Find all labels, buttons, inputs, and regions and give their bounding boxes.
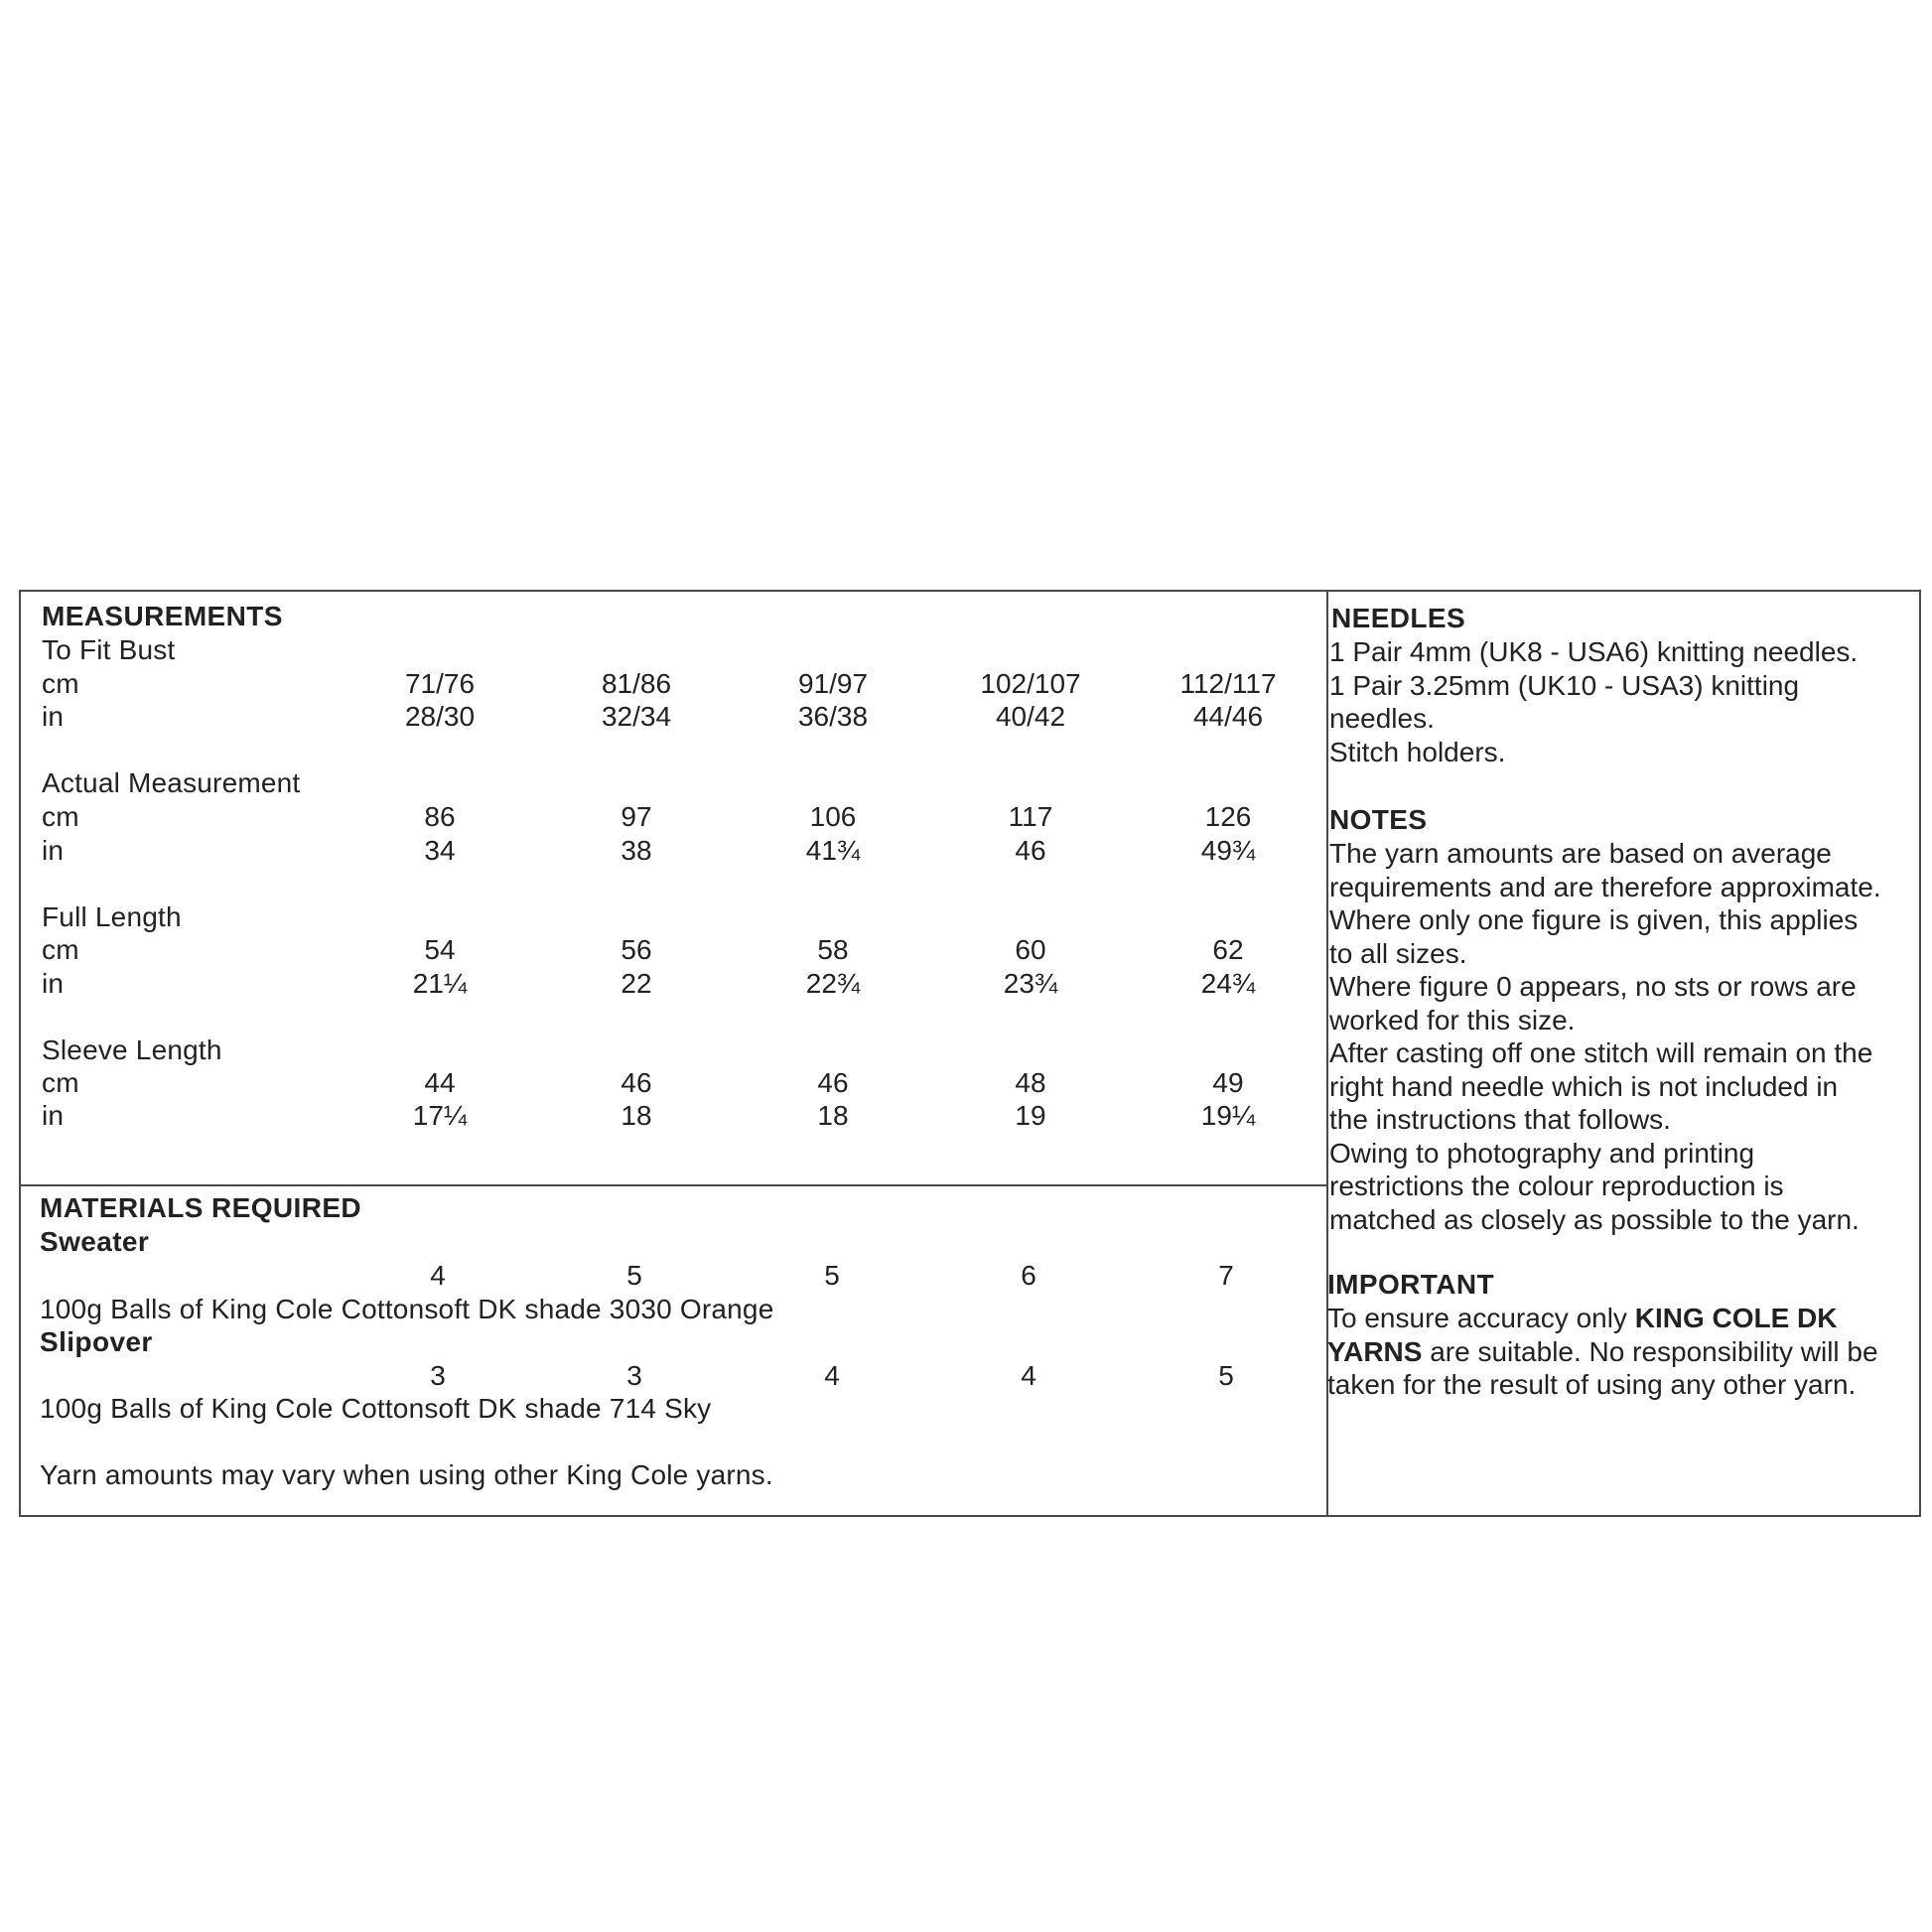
needles-line: 1 Pair 3.25mm (UK10 - USA3) knitting bbox=[1329, 669, 1800, 701]
important-text bbox=[1327, 1302, 1903, 1402]
sleeve-in-size-4: 19 bbox=[1015, 1100, 1046, 1131]
notes-line: the instructions that follows. bbox=[1329, 1104, 1671, 1135]
needles-line: 1 Pair 4mm (UK8 - USA6) knitting needles. bbox=[1329, 636, 1859, 667]
full-length-label: Full Length bbox=[42, 901, 182, 932]
notes-heading: NOTES bbox=[1329, 804, 1428, 835]
notes-line: Where figure 0 appears, no sts or rows are bbox=[1329, 971, 1857, 1002]
important-line-3: taken for the result of using any other yarn. bbox=[1327, 1369, 1857, 1400]
notes-line: worked for this size. bbox=[1329, 1004, 1576, 1035]
notes-line: Where only one figure is given, this applies bbox=[1329, 904, 1859, 935]
yarn-amount-note: Yarn amounts may vary when using other King Cole yarns. bbox=[40, 1459, 773, 1490]
slipover-label: Slipover bbox=[40, 1326, 153, 1357]
sleeve-cm-size-3: 46 bbox=[817, 1067, 849, 1098]
bust-cm-size-3: 91/97 bbox=[797, 668, 869, 699]
full-length-cm-label: cm bbox=[42, 934, 79, 965]
full-length-in-label: in bbox=[42, 968, 65, 999]
important-line-1 bbox=[1327, 1302, 1903, 1335]
bust-cm-size-1: 71/76 bbox=[404, 668, 476, 699]
sleeve-in-size-3: 18 bbox=[817, 1100, 849, 1131]
notes-text bbox=[1329, 837, 1905, 1236]
sweater-balls-size-1: 4 bbox=[430, 1260, 446, 1291]
length-in-size-1: 21¼ bbox=[412, 968, 468, 999]
actual-in-size-2: 38 bbox=[621, 835, 652, 866]
actual-cm-size-5: 126 bbox=[1204, 801, 1252, 832]
important-line-2 bbox=[1327, 1335, 1903, 1369]
notes-line: right hand needle which is not included in bbox=[1329, 1070, 1839, 1102]
needles-line: Stitch holders. bbox=[1329, 736, 1506, 767]
sweater-yarn-desc: 100g Balls of King Cole Cottonsoft DK shade 3030 Orange bbox=[40, 1294, 774, 1324]
notes-line: The yarn amounts are based on average bbox=[1329, 838, 1832, 869]
sweater-label: Sweater bbox=[40, 1226, 150, 1257]
notes-line: requirements and are therefore approximate. bbox=[1329, 871, 1881, 902]
notes-line: restrictions the colour reproduction is bbox=[1329, 1171, 1784, 1201]
length-in-size-3: 22¾ bbox=[805, 968, 861, 999]
measurements-heading: MEASUREMENTS bbox=[42, 601, 283, 631]
sleeve-in-size-5: 19¼ bbox=[1200, 1100, 1256, 1131]
bust-in-size-1: 28/30 bbox=[404, 701, 476, 732]
sleeve-in-size-1: 17¼ bbox=[412, 1100, 468, 1131]
sleeve-cm-size-5: 49 bbox=[1212, 1067, 1244, 1098]
notes-line: to all sizes. bbox=[1329, 937, 1467, 969]
length-in-size-2: 22 bbox=[621, 968, 652, 999]
bust-cm-size-4: 102/107 bbox=[980, 668, 1081, 699]
notes-line: Owing to photography and printing bbox=[1329, 1137, 1755, 1169]
actual-in-size-4: 46 bbox=[1015, 835, 1046, 866]
slipover-balls-size-3: 4 bbox=[824, 1360, 840, 1391]
sleeve-in-label: in bbox=[42, 1100, 65, 1131]
actual-cm-size-3: 106 bbox=[809, 801, 857, 832]
needles-heading: NEEDLES bbox=[1331, 603, 1466, 633]
to-fit-bust-in-label: in bbox=[42, 701, 65, 732]
actual-cm-size-2: 97 bbox=[621, 801, 652, 832]
slipover-balls-size-5: 5 bbox=[1218, 1360, 1234, 1391]
length-cm-size-4: 60 bbox=[1015, 934, 1046, 965]
yarns-emphasis: YARNS bbox=[1327, 1335, 1423, 1367]
slipover-balls-size-4: 4 bbox=[1021, 1360, 1036, 1391]
materials-heading: MATERIALS REQUIRED bbox=[40, 1192, 362, 1223]
notes-line: matched as closely as possible to the yarn. bbox=[1329, 1203, 1860, 1235]
sweater-balls-size-4: 6 bbox=[1021, 1260, 1036, 1291]
sleeve-cm-label: cm bbox=[42, 1067, 79, 1098]
important-text-segment: To ensure accuracy only bbox=[1327, 1303, 1635, 1333]
actual-measurement-label: Actual Measurement bbox=[42, 767, 301, 798]
actual-in-size-1: 34 bbox=[424, 835, 456, 866]
section-divider bbox=[21, 1184, 1326, 1186]
needles-line: needles. bbox=[1329, 703, 1435, 734]
sleeve-cm-size-1: 44 bbox=[424, 1067, 456, 1098]
actual-cm-size-1: 86 bbox=[424, 801, 456, 832]
actual-in-size-5: 49¾ bbox=[1200, 835, 1256, 866]
length-in-size-4: 23¾ bbox=[1003, 968, 1058, 999]
notes-line: After casting off one stitch will remain on the bbox=[1329, 1037, 1873, 1068]
length-cm-size-3: 58 bbox=[817, 934, 849, 965]
to-fit-bust-cm-label: cm bbox=[42, 668, 79, 699]
bust-cm-size-5: 112/117 bbox=[1179, 668, 1277, 699]
bust-in-size-3: 36/38 bbox=[797, 701, 869, 732]
length-cm-size-1: 54 bbox=[424, 934, 456, 965]
important-text-segment: are suitable. No responsibility will be bbox=[1422, 1335, 1878, 1367]
actual-in-size-3: 41¾ bbox=[805, 835, 861, 866]
bust-in-size-5: 44/46 bbox=[1192, 701, 1264, 732]
length-cm-size-2: 56 bbox=[621, 934, 652, 965]
actual-cm-size-4: 117 bbox=[1008, 801, 1053, 832]
slipover-yarn-desc: 100g Balls of King Cole Cottonsoft DK shade 714 Sky bbox=[40, 1393, 712, 1424]
sleeve-cm-size-4: 48 bbox=[1015, 1067, 1046, 1098]
sweater-balls-size-5: 7 bbox=[1218, 1260, 1234, 1291]
actual-cm-label: cm bbox=[42, 801, 79, 832]
sleeve-in-size-2: 18 bbox=[621, 1100, 652, 1131]
bust-cm-size-2: 81/86 bbox=[601, 668, 672, 699]
sleeve-cm-size-2: 46 bbox=[621, 1067, 652, 1098]
slipover-balls-size-2: 3 bbox=[626, 1360, 642, 1391]
sweater-balls-size-3: 5 bbox=[824, 1260, 840, 1291]
king-cole-dk-emphasis: KING COLE DK bbox=[1634, 1303, 1838, 1333]
important-heading: IMPORTANT bbox=[1327, 1269, 1494, 1300]
bust-in-size-2: 32/34 bbox=[601, 701, 672, 732]
length-in-size-5: 24¾ bbox=[1200, 968, 1256, 999]
sweater-balls-size-2: 5 bbox=[626, 1260, 642, 1291]
actual-in-label: in bbox=[42, 835, 65, 866]
to-fit-bust-label: To Fit Bust bbox=[42, 634, 176, 665]
needles-list bbox=[1329, 635, 1905, 768]
slipover-balls-size-1: 3 bbox=[430, 1360, 446, 1391]
sleeve-length-label: Sleeve Length bbox=[42, 1035, 222, 1065]
bust-in-size-4: 40/42 bbox=[995, 701, 1066, 732]
length-cm-size-5: 62 bbox=[1212, 934, 1244, 965]
